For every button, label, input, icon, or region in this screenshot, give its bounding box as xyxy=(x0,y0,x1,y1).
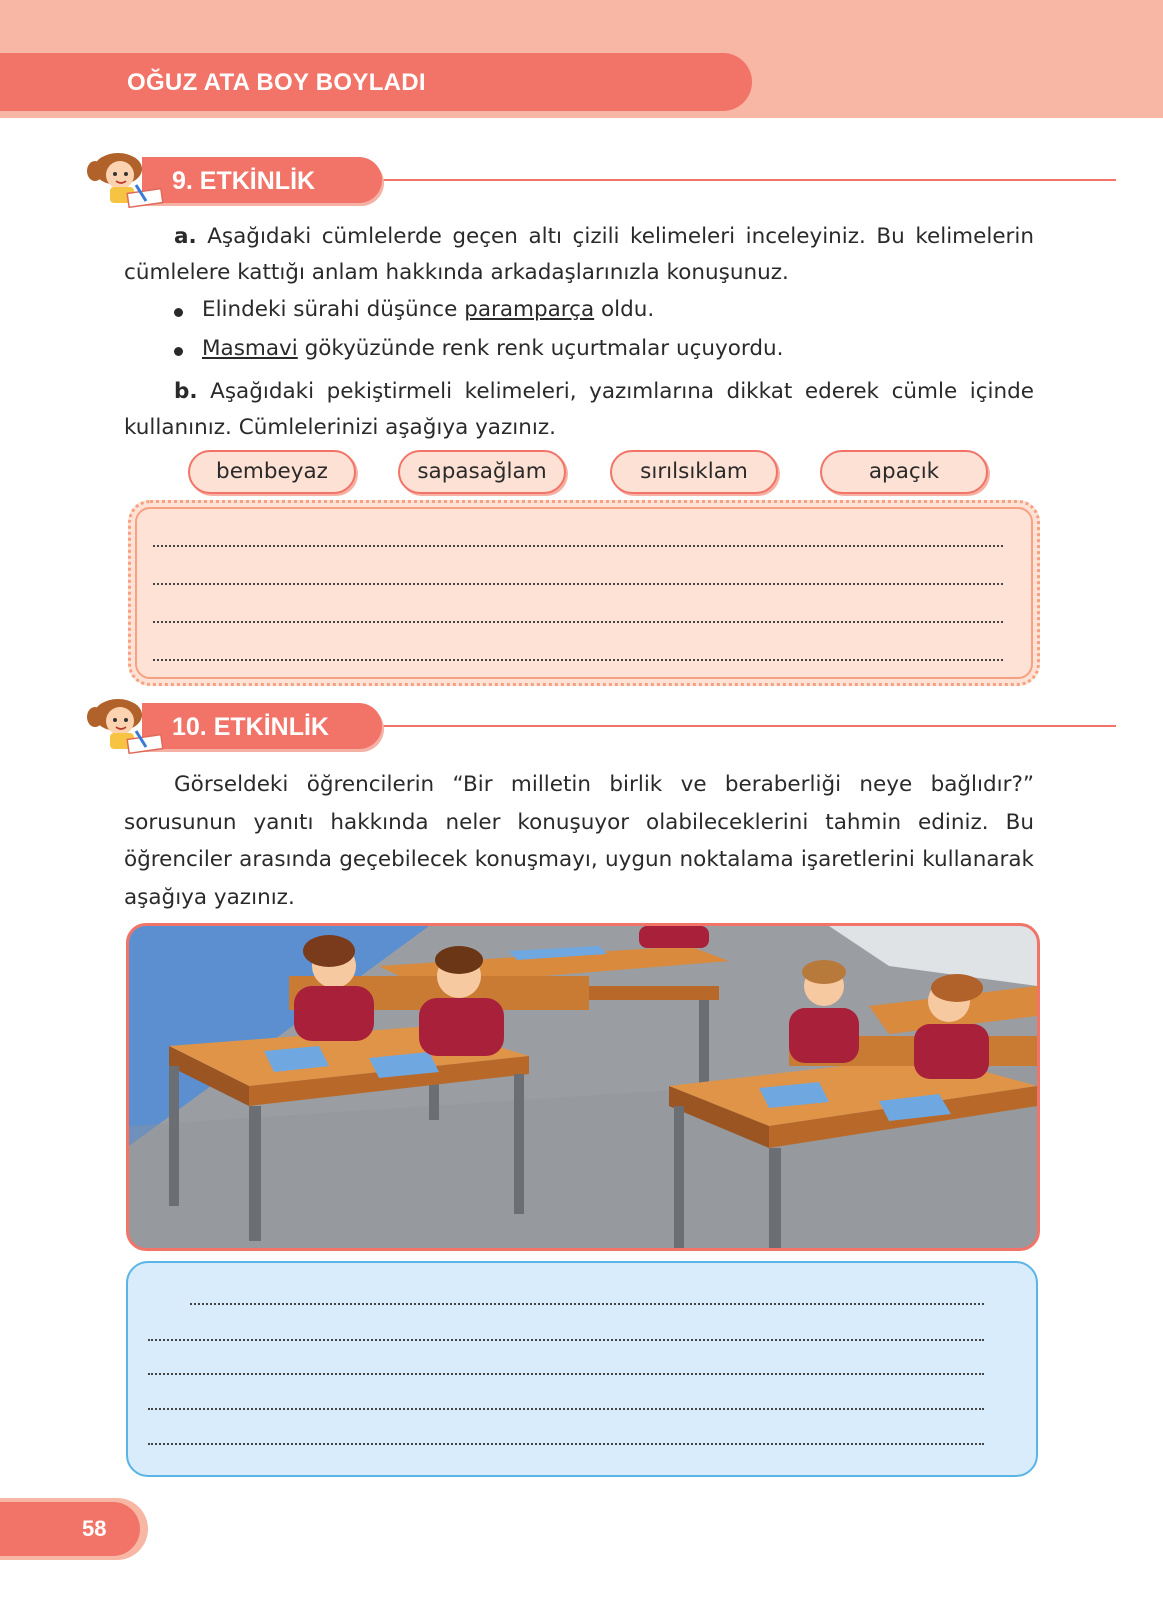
writing-line[interactable] xyxy=(148,1339,984,1341)
writing-line[interactable] xyxy=(153,583,1003,585)
writing-line[interactable] xyxy=(148,1443,984,1445)
part-a-label: a. xyxy=(174,224,197,249)
activity-10-title: 10. ETKİNLİK xyxy=(172,713,329,741)
word-chip: sırılsıklam xyxy=(610,450,778,494)
activity-9-part-a xyxy=(124,219,1034,291)
writing-line[interactable] xyxy=(153,659,1003,661)
bullet-dot xyxy=(174,308,183,317)
bullet-dot xyxy=(174,347,183,356)
activity-10-header xyxy=(80,695,1040,755)
word-chip: sapasağlam xyxy=(398,450,566,494)
answer-box-9[interactable] xyxy=(128,500,1040,686)
activity-9-title: 9. ETKİNLİK xyxy=(172,167,316,195)
girl-writing-icon xyxy=(80,149,170,209)
underlined-word: paramparça xyxy=(464,297,595,322)
chapter-title: OĞUZ ATA BOY BOYLADI xyxy=(127,69,426,96)
page-number: 58 xyxy=(82,1516,107,1541)
classroom-illustration xyxy=(126,923,1040,1251)
answer-box-10[interactable] xyxy=(126,1261,1038,1477)
writing-line[interactable] xyxy=(148,1408,984,1410)
divider-line xyxy=(380,179,1116,181)
bullet-1-text: Elindeki sürahi düşünce paramparça oldu. xyxy=(202,297,655,322)
writing-line[interactable] xyxy=(148,1373,984,1375)
page-number-tab xyxy=(0,1502,140,1556)
part-a-text: Aşağıdaki cümlelerde geçen altı çizili kelimeleri inceleyiniz. Bu kelimelerin cümlelere kattığı anlam hakkında arkadaşlarınızla konuşunuz. xyxy=(124,224,1034,285)
activity-10-text: Görseldeki öğrencilerin “Bir milletin birlik ve beraberliği neye bağlıdır?” sorusunun yanıtı hakkında neler konuşuyor olabileceklerini tahmin ediniz. Bu öğrenciler arasında geçebilecek konuşmayı, uygun noktalama işaretlerini kullanarak aşağıya yazınız. xyxy=(124,772,1034,910)
writing-line[interactable] xyxy=(153,545,1003,547)
girl-writing-icon xyxy=(80,695,170,755)
part-b-label: b. xyxy=(174,379,198,404)
activity-9-header xyxy=(80,149,1040,209)
writing-line[interactable] xyxy=(153,621,1003,623)
divider-line xyxy=(380,725,1116,727)
chapter-title-bar xyxy=(0,53,752,111)
underlined-word: Masmavi xyxy=(202,336,298,361)
activity-10-pill xyxy=(142,703,382,749)
word-chip: apaçık xyxy=(820,450,988,494)
bullet-2-text: Masmavi gökyüzünde renk renk uçurtmalar uçuyordu. xyxy=(202,336,784,361)
activity-9-pill xyxy=(142,157,382,203)
part-b-text: Aşağıdaki pekiştirmeli kelimeleri, yazımlarına dikkat ederek cümle içinde kullanınız. Cümlelerinizi aşağıya yazınız. xyxy=(124,379,1034,440)
classroom-scene xyxy=(129,926,1037,1248)
writing-line[interactable] xyxy=(190,1303,984,1305)
word-chip: bembeyaz xyxy=(188,450,356,494)
activity-9-part-b xyxy=(124,374,1034,446)
